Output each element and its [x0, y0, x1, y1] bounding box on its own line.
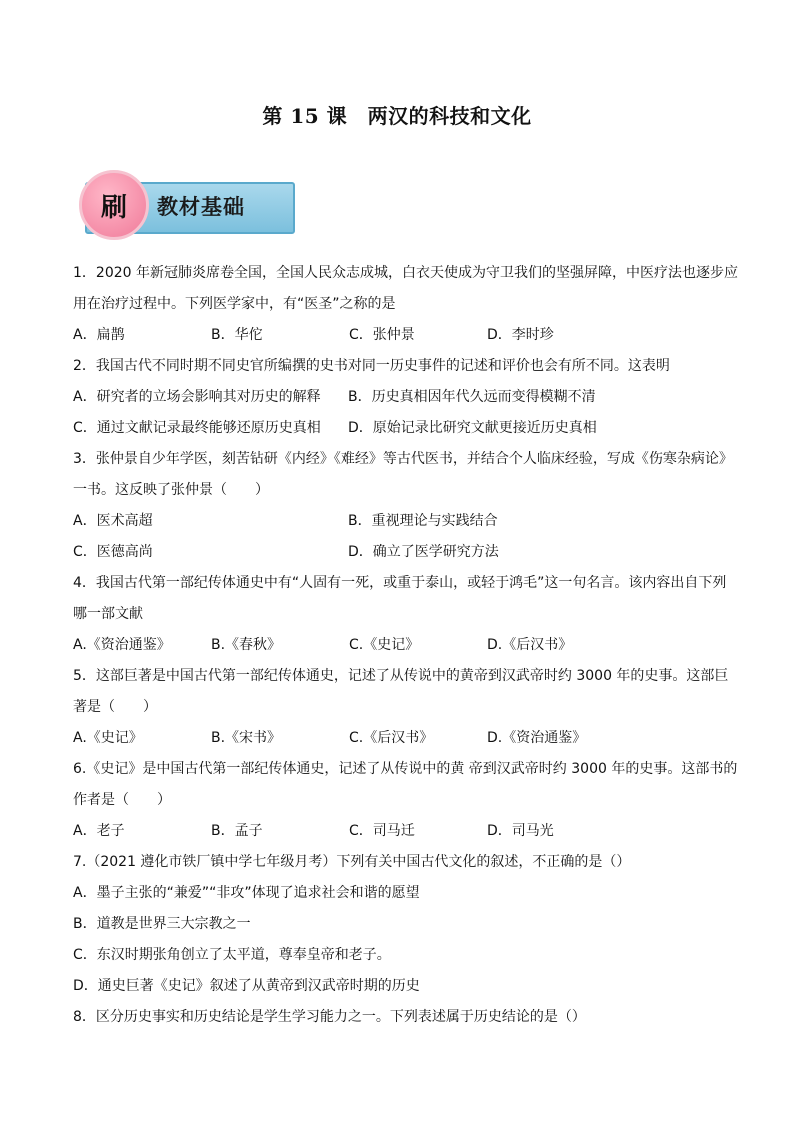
option-d: D．司马光 — [487, 823, 554, 839]
question-5-line-2: 著是（ ） — [73, 699, 157, 715]
section-banner — [75, 180, 295, 237]
option-c: C．张仲景 — [349, 327, 415, 343]
question-7-line-1: 7.（2021 遵化市铁厂镇中学七年级月考）下列有关中国古代文化的叙述，不正确的是（） — [73, 854, 631, 870]
option-a: A．墨子主张的“兼爱”“非攻”体现了追求社会和谐的愿望 — [73, 885, 420, 901]
option-b: B．孟子 — [211, 823, 263, 839]
option-b: B.《春秋》 — [211, 637, 282, 653]
option-c: C.《史记》 — [349, 637, 420, 653]
question-6-line-2: 作者是（ ） — [73, 792, 171, 808]
question-4-line-1: 4．我国古代第一部纪传体通史中有“人固有一死，或重于泰山，或轻于鸿毛”这一句名言。该内容出自下列 — [73, 575, 727, 591]
option-b: B．历史真相因年代久远而变得模糊不清 — [348, 389, 596, 405]
question-1-options — [73, 320, 733, 351]
question-6-line-1: 6.《史记》是中国古代第一部纪传体通史，记述了从传说中的黄 帝到汉武帝时约 3000 年的史事。这部书的 — [73, 761, 738, 777]
option-a: A．老子 — [73, 823, 125, 839]
option-a: A.《资治通鉴》 — [73, 637, 171, 653]
question-3-options-row-2 — [73, 537, 733, 568]
option-a: A．医术高超 — [73, 513, 153, 529]
option-d: D．李时珍 — [487, 327, 554, 343]
question-list — [73, 258, 738, 1033]
question-2-options-row-2 — [73, 413, 733, 444]
question-8-line-1: 8．区分历史事实和历史结论是学生学习能力之一。下列表述属于历史结论的是（） — [73, 1009, 586, 1025]
option-d: D．原始记录比研究文献更接近历史真相 — [348, 420, 597, 436]
option-d: D.《资治通鉴》 — [487, 730, 587, 746]
banner-label: 教材基础 — [157, 195, 245, 219]
question-2-line-1: 2．我国古代不同时期不同史官所编撰的史书对同一历史事件的记述和评价也会有所不同。这表明 — [73, 358, 670, 374]
question-4-options — [73, 630, 733, 661]
question-4-line-2: 哪一部文献 — [73, 606, 143, 622]
option-d: D．通史巨著《史记》叙述了从黄帝到汉武帝时期的历史 — [73, 978, 420, 994]
question-6-options — [73, 816, 733, 847]
question-3-options-row-1 — [73, 506, 733, 537]
option-a: A．研究者的立场会影响其对历史的解释 — [73, 389, 321, 405]
option-d: D.《后汉书》 — [487, 637, 573, 653]
question-5-line-1: 5．这部巨著是中国古代第一部纪传体通史，记述了从传说中的黄帝到汉武帝时约 3000 年的史事。这部巨 — [73, 668, 729, 684]
option-c: C．医德高尚 — [73, 544, 153, 560]
question-2-options-row-1 — [73, 382, 733, 413]
option-c: C.《后汉书》 — [349, 730, 434, 746]
option-b: B．华佗 — [211, 327, 263, 343]
page-title: 第 15 课 两汉的科技和文化 — [262, 104, 532, 128]
option-b: B.《宋书》 — [211, 730, 282, 746]
question-5-options — [73, 723, 733, 754]
option-b: B．重视理论与实践结合 — [348, 513, 498, 529]
option-b: B．道教是世界三大宗教之一 — [73, 916, 251, 932]
option-c: C．司马迁 — [349, 823, 415, 839]
question-1-line-2: 用在治疗过程中。下列医学家中，有“医圣”之称的是 — [73, 296, 396, 312]
option-c: C．东汉时期张角创立了太平道，尊奉皇帝和老子。 — [73, 947, 391, 963]
option-a: A.《史记》 — [73, 730, 143, 746]
option-d: D．确立了医学研究方法 — [348, 544, 499, 560]
banner-badge-char: 刷 — [100, 192, 127, 223]
question-3-line-1: 3．张仲景自少年学医，刻苦钻研《内经》《难经》等古代医书，并结合个人临床经验，写成《伤寒杂病论》 — [73, 451, 733, 467]
question-3-line-2: 一书。这反映了张仲景（ ） — [73, 482, 269, 498]
banner-badge — [79, 170, 149, 240]
option-c: C．通过文献记录最终能够还原历史真相 — [73, 420, 321, 436]
option-a: A．扁鹊 — [73, 327, 125, 343]
question-1-line-1: 1．2020 年新冠肺炎席卷全国，全国人民众志成城，白衣天使成为守卫我们的坚强屏障，中医疗法也逐步应 — [73, 265, 738, 281]
